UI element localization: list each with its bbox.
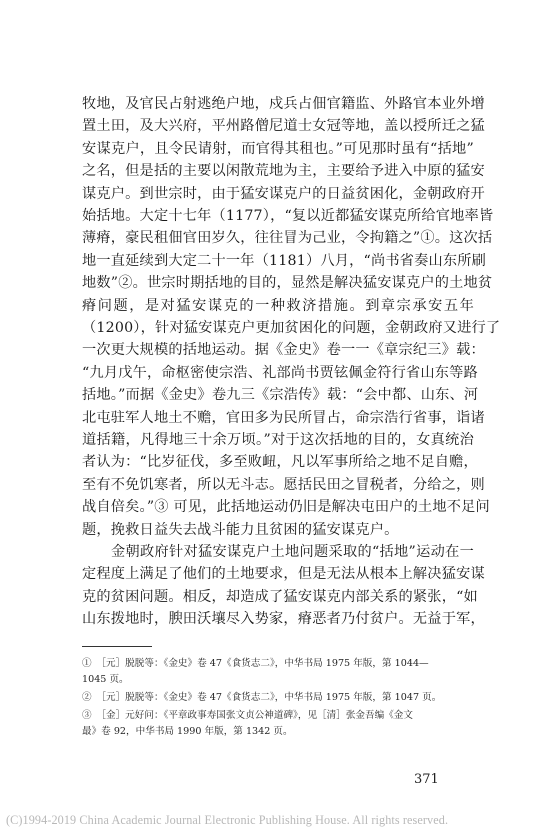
text-line: 者认为：“比岁征伐，多至败衄，凡以军事所给之地不足自赡， [82,454,478,471]
text-line: 牧地，及官民占射逃绝户地，戍兵占佃官籍监、外路官本业外增 [82,96,485,112]
text-line: 北屯驻军人地土不赡，官田多为民所冒占，命宗浩行省事，诣诸 [82,409,485,426]
text-line: 道括籍，凡得地三十余万顷。”对于这次括地的目的，女真统治 [82,432,474,448]
footnote-line: ① ［元］脱脱等：《金史》卷 47《食货志二》，中华书局 1975 年版，第 1044— [82,658,429,669]
text-line: 克的贫困问题。相反，却造成了猛安谋克内部关系的紧张，“如 [82,588,478,605]
text-line: 地数”②。世宗时期括地的目的，显然是解决猛安谋克户的土地贫 [82,275,493,292]
text-line: 战自倍矣。”③ 可见，此括地运动仍旧是解决屯田户的土地不足问 [82,499,490,516]
text-line: 始括地。大定十七年（1177），“复以近都猛安谋克所给官地率皆 [82,208,494,224]
text-line: 括地。”而据《金史》卷九三《宗浩传》载：“会中都、山东、河 [82,387,479,404]
text-line: 题，挽救日益失去战斗能力且贫困的猛安谋克户。 [82,521,399,538]
footnote-line: ② ［元］脱脱等：《金史》卷 47《食货志二》，中华书局 1975 年版，第 1047 页。 [82,692,442,703]
text-line: 定程度上满足了他们的土地要求，但是无法从根本上解决猛安谋 [82,566,485,583]
footnote-line: 1045 页。 [82,674,129,685]
text-line: 山东拨地时，腴田沃壤尽入势家，瘠恶者乃付贫户。无益于军， [82,611,485,628]
footnote-divider [82,646,152,647]
text-line: 安谋克户，且令民请射，而官得其租也。”可见那时虽有“括地” [82,140,474,157]
text-line: 一次更大规模的括地运动。据《金史》卷一一《章宗纪三》载： [82,342,485,359]
footnote-line: ③ ［金］元好问：《平章政事寿国张文贞公神道碑》，见［清］张金吾编《金文 [82,710,413,721]
text-line: 薄瘠，豪民租佃官田岁久，往往冒为己业，令拘籍之”①。这次括 [82,230,493,247]
text-line: 至有不免饥寒者，所以无斗志。愿括民田之冒税者，分给之，则 [82,476,485,493]
footnote-line: 最》卷 92，中华书局 1990 年版，第 1342 页。 [82,726,293,737]
text-line: 地一直延续到大定二十一年（1181）八月，“尚书省奏山东所刷 [82,252,487,269]
copyright-watermark: (C)1994-2019 China Academic Journal Electronic Publishing House. All rights reserved. [6,813,449,827]
text-line: 瘠问题，是对猛安谋克的一种救济措施。到章宗承安五年 [82,297,474,314]
text-line: “九月戊午，命枢密使宗浩、礼部尚书贾铉佩金符行省山东等路 [82,364,478,381]
page-number: 371 [414,772,439,787]
text-line: （1200），针对猛安谋克户更加贫困化的问题，金朝政府又进行了 [82,320,501,336]
text-line: 置土田，及大兴府，平州路僧尼道士女冠等地，盖以授所迁之猛 [82,118,485,135]
text-line: 金朝政府针对猛安谋克户土地问题采取的“括地”运动在一 [82,544,474,560]
text-line: 之名，但是括的主要以闲散荒地为主，主要给予进入中原的猛安 [82,163,485,180]
text-line: 谋克户。到世宗时，由于猛安谋克户的日益贫困化，金朝政府开 [82,185,485,202]
